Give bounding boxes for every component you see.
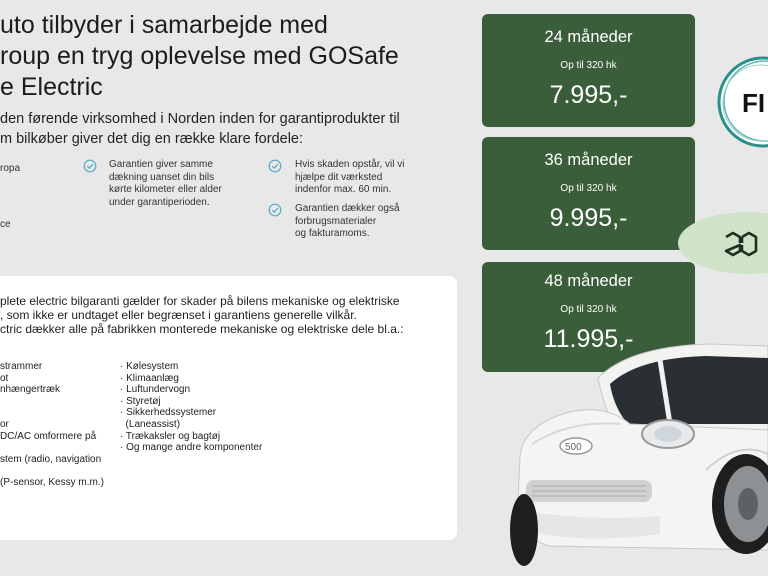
list-item: · Styretøj — [120, 395, 161, 407]
list-item: · Sikkerhedssystemer — [120, 407, 217, 419]
list-item: DC/AC omformere på — [0, 430, 97, 442]
list-item — [0, 407, 104, 419]
benefit-line: Garantien giver samme — [109, 159, 213, 170]
benefit-line: hjælpe dit værksted — [295, 171, 383, 183]
list-item: · Og mange andre komponenter — [120, 442, 263, 454]
price-amount: 9.995,- — [549, 204, 628, 232]
list-item: strammer — [0, 361, 43, 372]
price-amount: 7.995,- — [549, 81, 628, 109]
check-circle-icon — [83, 159, 97, 173]
benefit-line: dækning uanset din bils — [109, 171, 215, 183]
list-item: ot — [0, 372, 9, 384]
list-item: · Klimaanlæg — [120, 372, 179, 384]
list-item — [0, 442, 104, 454]
headline-line: e Electric — [0, 73, 103, 101]
coverage-line: plete electric bilgaranti gælder for skader på bilens mekaniske og elektriske — [0, 294, 400, 308]
benefit-col3a — [268, 159, 405, 197]
list-item: or — [0, 418, 9, 430]
headline-line: roup en tryg oplevelse med GOSafe — [0, 42, 399, 70]
benefit-line: kørte kilometer eller alder — [109, 184, 222, 195]
price-months: 48 måneder — [544, 272, 633, 290]
price-hp: Op til 320 hk — [560, 304, 617, 315]
list-item: · Kølesystem — [120, 361, 179, 372]
coverage-list-left — [0, 361, 104, 489]
benefit-line: under garantiperioden. — [109, 196, 210, 208]
benefit-line: ropa — [0, 163, 21, 174]
list-item — [0, 396, 104, 408]
price-hp: Op til 320 hk — [560, 183, 617, 194]
benefit-col1 — [0, 163, 20, 231]
benefit-line: Hvis skaden opstår, vil vi — [295, 159, 405, 170]
benefit-line — [0, 176, 20, 189]
linked-hexagons-icon — [722, 230, 760, 258]
benefit-line: forbrugsmaterialer — [295, 215, 377, 227]
benefit-line — [0, 188, 20, 201]
benefit-col3b — [268, 203, 400, 241]
headline — [0, 10, 460, 103]
price-card-24[interactable] — [482, 14, 695, 127]
logo-text: FI — [742, 88, 766, 118]
benefit-col2 — [83, 159, 222, 209]
svg-text:500: 500 — [565, 442, 582, 453]
list-item: (Laneassist) — [120, 418, 181, 430]
list-item: (P-sensor, Kessy m.m.) — [0, 476, 104, 488]
coverage-line: ctric dækker alle på fabrikken monterede mekaniske og elektriske dele bl.a.: — [0, 322, 404, 336]
intro-text — [0, 109, 470, 149]
list-item: nhængertræk — [0, 384, 61, 396]
headline-line: uto tilbyder i samarbejde med — [0, 11, 328, 39]
check-circle-icon — [268, 203, 282, 217]
coverage-list-right — [120, 361, 262, 454]
car-image — [510, 320, 768, 576]
price-amount: 11.995,- — [543, 325, 634, 353]
benefit-line: indenfor max. 60 min. — [295, 184, 392, 195]
price-months: 36 måneder — [544, 151, 633, 169]
coverage-line: , som ikke er undtaget eller begrænset i garantiens generelle vilkår. — [0, 308, 357, 322]
price-months: 24 måneder — [544, 28, 633, 46]
brand-logo — [713, 55, 768, 151]
list-item — [0, 465, 104, 477]
intro-line: m bilkøber giver det dig en række klare fordele: — [0, 131, 304, 147]
intro-line: den førende virksomhed i Norden inden for garantiprodukter til — [0, 111, 400, 127]
list-item: stem (radio, navigation — [0, 453, 102, 465]
benefit-line: Garantien dækker også — [295, 203, 400, 214]
coverage-text — [0, 294, 404, 336]
check-circle-icon — [268, 159, 282, 173]
price-hp: Op til 320 hk — [560, 60, 617, 71]
list-item: · Luftundervogn — [120, 384, 191, 396]
benefit-line: ce — [0, 218, 11, 230]
benefit-line: og fakturamoms. — [295, 228, 370, 239]
price-card-36[interactable] — [482, 137, 695, 250]
list-item: · Trækaksler og bagtøj — [120, 430, 221, 442]
